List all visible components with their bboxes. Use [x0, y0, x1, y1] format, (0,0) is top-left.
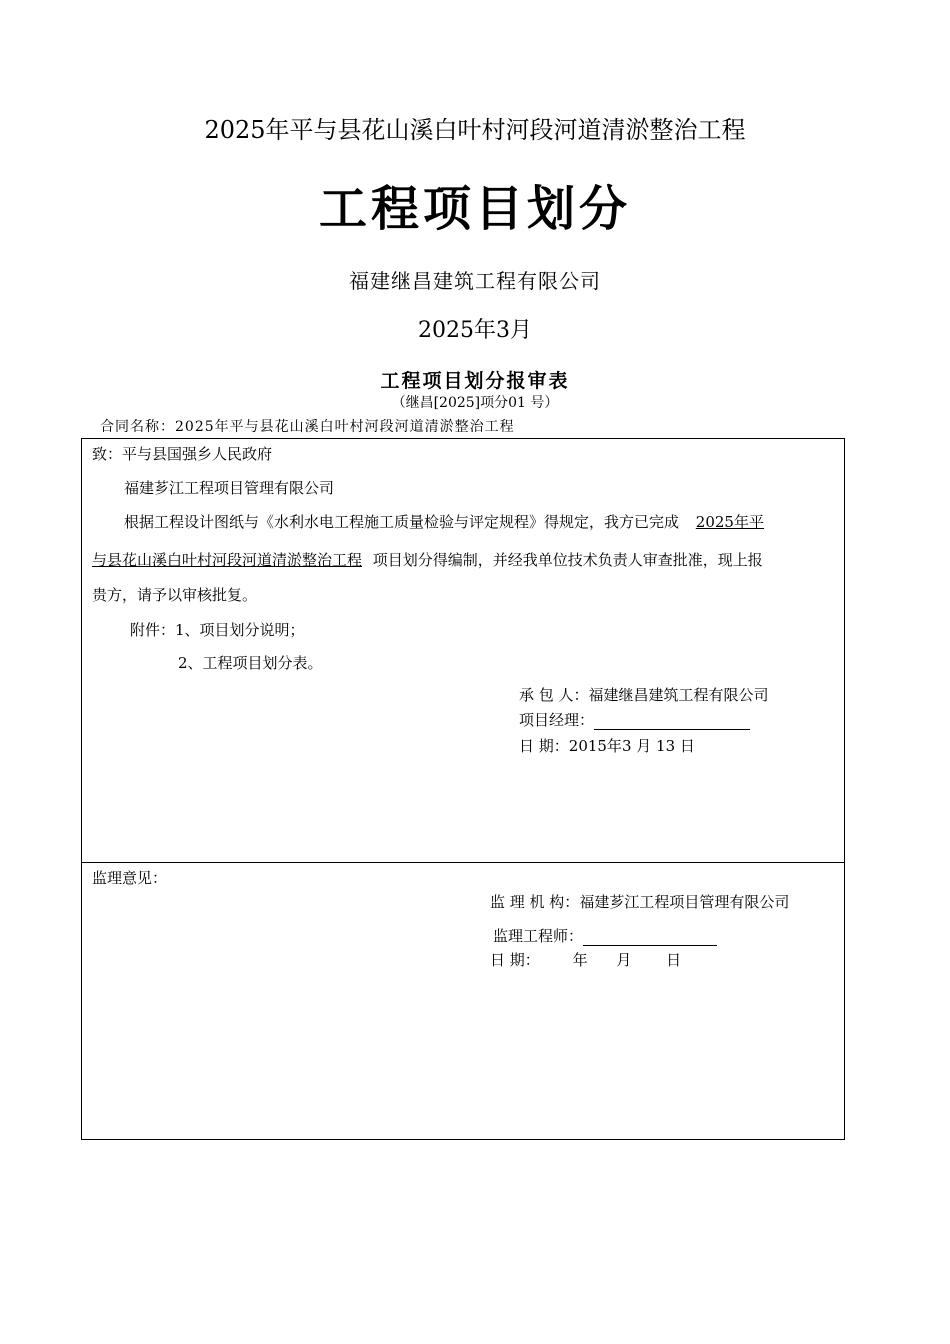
supervision-agency-line: [490, 891, 789, 912]
engineer-signature-line: [583, 931, 717, 946]
manager-line: [519, 709, 750, 730]
supervision-date-label: 日 期：: [490, 951, 540, 969]
body-text-start: 根据工程设计图纸与《水利水电工程施工质量检验与评定规程》得规定，我方已完成: [124, 513, 680, 531]
form-title: 工程项目划分报审表: [380, 370, 570, 392]
supervision-date-line: [490, 949, 681, 970]
body-line-3: 贵方，请予以审核批复。: [92, 586, 258, 604]
supervision-opinion-label: 监理意见：: [92, 869, 168, 887]
contractor-line: [519, 684, 769, 705]
approval-form-box: [81, 438, 845, 1140]
company-name: 福建继昌建筑工程有限公司: [349, 269, 601, 293]
submission-date-label: 日 期：: [519, 737, 569, 755]
contractor-value: 福建继昌建筑工程有限公司: [588, 686, 769, 704]
manager-label: 项目经理：: [519, 711, 595, 729]
date-day: 日: [666, 951, 682, 969]
body-line-1: [124, 511, 764, 532]
main-title: 工程项目划分: [318, 181, 631, 237]
project-name-part-a: 2025年平: [695, 513, 764, 531]
agency-value: 福建芗江工程项目管理有限公司: [579, 893, 790, 911]
engineer-label: 监理工程师：: [493, 927, 584, 945]
submission-date-value: 2015年3 月 13 日: [568, 737, 695, 755]
project-title: 2025年平与县花山溪白叶村河段河道清淤整治工程: [204, 116, 746, 144]
body-line-2: [92, 549, 763, 570]
recipient-line: 福建芗江工程项目管理有限公司: [124, 479, 335, 497]
supervision-engineer-line: [493, 925, 717, 946]
agency-label: 监 理 机 构：: [490, 893, 580, 911]
attachment-1: 附件：1、项目划分说明；: [130, 621, 305, 639]
body-text-mid: 项目划分得编制，并经我单位技术负责人审查批准，现上报: [372, 551, 763, 569]
cover-date: 2025年3月: [418, 318, 532, 343]
attachment-2: 2、工程项目划分表。: [178, 654, 323, 672]
form-number: （继昌[2025]项分01 号）: [391, 395, 559, 411]
date-month: 月: [616, 951, 632, 969]
contract-name: 合同名称：2025年平与县花山溪白叶村河段河道清淤整治工程: [100, 419, 515, 435]
section-divider: [82, 862, 844, 863]
date-year: 年: [572, 951, 588, 969]
manager-signature-line: [594, 715, 750, 730]
submission-date-line: [519, 735, 695, 756]
contractor-label: 承 包 人：: [519, 686, 589, 704]
project-name-part-b: 与县花山溪白叶村河段河道清淤整治工程: [92, 551, 363, 569]
addressee: 致：平与县国强乡人民政府: [92, 445, 273, 463]
